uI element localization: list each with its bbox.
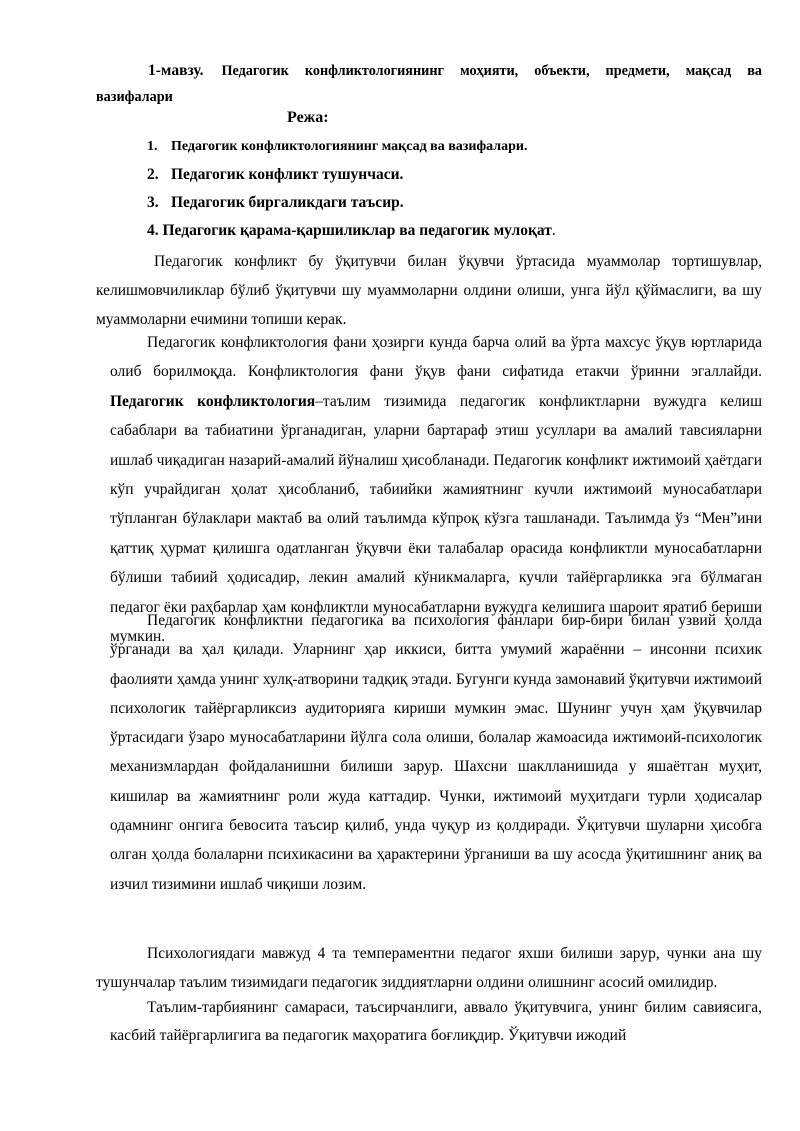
paragraph-2-body: –таълим тизимида педагогик конфликтларни вужудга келиш сабаблари ва табиатини ўрганадиган, уларни бартараф этиш усуллари ва амалий тавсияларни ишлаб чиқадиган назарий-амалий йўналиш ҳисобланади. Педагогик конфликт ижтимоий ҳаётдаги кўп учрайдиган ҳолат ҳисобланиб, табиийки жамиятнинг кучли ижтимоий муносабатлари тўпланган бўлаклари мактаб ва олий таълимда кўпроқ кўзга ташланади. Таълимда ўз “Мен”ини қаттиқ ҳурмат қилишга одатланган ўқувчи ёки талабалар орасида конфликтли муносабатларни бўлиши табиий ҳодисадир, лекин амалий кўникмаларга, кучли тайёргарликка эга бўлмаган педагог ёки раҳбарлар ҳам конфликтли муносабатларни вужудга келишига шароит яратиб бериши мумкин. xyxy=(110,392,763,646)
plan-heading: Режа: xyxy=(287,109,329,126)
plan-item-text: Педагогик конфликт тушунчаси. xyxy=(171,166,404,183)
topic-number: 1-мавзу. xyxy=(148,62,204,79)
paragraph-1: Педагогик конфликт бу ўқитувчи билан ўқувчи ўртасида муаммолар тортишувлар, келишмовчиликлар бўлиб ўқитувчи шу муаммоларни олдини олиши, унга йўл қўймаслиги, ва шу муаммоларни ечимини топиши керак. xyxy=(96,253,762,328)
plan-item-text: Педагогик қарама-қаршиликлар ва педагогик мулоқат xyxy=(162,222,552,239)
plan-item-number: 3. xyxy=(147,194,159,211)
plan-item-1 xyxy=(147,136,787,158)
plan-item-3 xyxy=(147,192,787,214)
plan-item-number: 4. xyxy=(147,222,159,239)
term-definition: Педагогик конфликтология xyxy=(110,392,316,410)
plan-item-number: 2. xyxy=(147,166,159,183)
paragraph-3: Педагогик конфликтни педагогика ва психология фанлари бир-бири билан узвий ҳолда ўрганади ва ҳал қилади. Уларнинг ҳар иккиси, битта умумий жараённи – инсонни психик фаолияти ҳамда унинг хулқ-атворини тадқиқ этади. Бугунги кунда замонавий ўқитувчи ижтимоий психологик тайёргарликсиз аудиторияга кириши мумкин эмас. Шунинг учун ҳам ўқувчилар ўртасидаги ўзаро муносабатларини йўлга сола олиши, болалар жамоасида ижтимоий-психологик механизмлардан фойдаланишни билиши зарур. Шахсни шаклланишида у яшаётган муҳит, кишилар ва жамиятнинг роли жуда каттадир. Чунки, ижтимоий муҳитдаги турли ҳодисалар одамнинг онгига бевосита таъсир қилиб, унда чуқур из қолдиради. Ўқитувчи шуларни ҳисобга олган ҳолда болаларни психикасини ва ҳарактерини ўрганиши ва шу асосда ўқитишнинг аниқ ва изчил тизимини ишлаб чиқиши лозим. xyxy=(110,612,762,893)
plan-item-tail: . xyxy=(551,222,556,239)
topic-title-text: Педагогик конфликтологиянинг моҳияти, объекти, предмети, мақсад ва вазифалари xyxy=(96,63,762,105)
paragraph-4: Психологиядаги мавжуд 4 та темпераментни педагог яхши билиши зарур, чунки ана шу тушунчалар таълим тизимидаги педагогик зиддиятларни олдини олишнинг асосий омилидир. xyxy=(96,945,762,991)
paragraph-2-intro: Педагогик конфликтология фани ҳозирги кунда барча олий ва ўрта махсус ўқув юртларида олиб борилмоқда. Конфликтология фани ўқув фани сифатида етакчи ўринни эгаллайди. xyxy=(110,334,762,381)
paragraph-5: Таълим-тарбиянинг самараси, таъсирчанлиги, аввало ўқитувчига, унинг билим савиясига, касбий тайёргарлигига ва педагогик маҳоратига боғлиқдир. Ўқитувчи ижодий xyxy=(110,999,762,1044)
plan-item-2 xyxy=(147,164,787,186)
topic-title xyxy=(96,58,762,110)
plan-item-number: 1. xyxy=(147,139,158,154)
plan-item-text: Педагогик конфликтологиянинг мақсад ва вазифалари. xyxy=(171,139,528,154)
plan-item-4 xyxy=(147,220,787,242)
paragraph-2 xyxy=(110,328,762,651)
plan-item-text: Педагогик биргаликдаги таъсир. xyxy=(171,194,404,211)
